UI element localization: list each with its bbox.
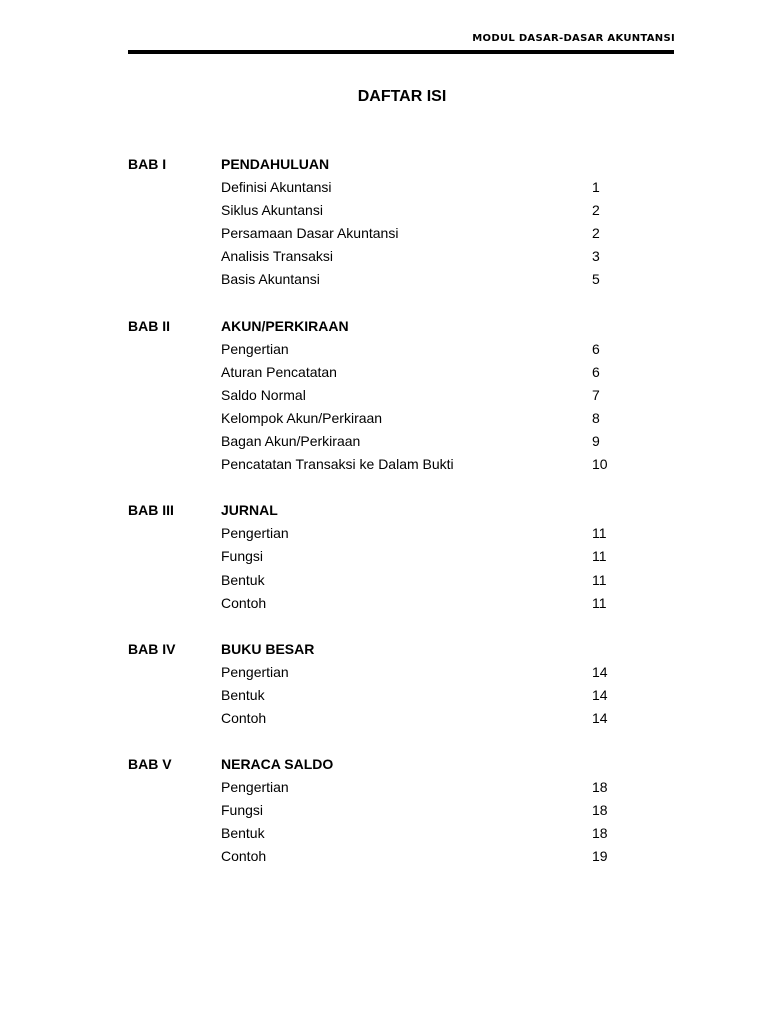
entry-label: Fungsi xyxy=(221,548,264,565)
toc-chapter xyxy=(128,640,648,732)
entry-page-number: 2 xyxy=(592,202,600,219)
chapter-title: NERACA SALDO xyxy=(221,756,334,773)
toc-entry xyxy=(128,270,648,293)
entry-page-number: 2 xyxy=(592,225,600,242)
chapter-number: BAB III xyxy=(128,502,174,519)
toc-entry xyxy=(128,778,648,801)
page-title: DAFTAR ISI xyxy=(357,88,447,105)
entry-page-number: 14 xyxy=(592,663,608,680)
chapter-title: BUKU BESAR xyxy=(221,640,315,657)
toc-entry xyxy=(128,363,648,386)
toc-entry xyxy=(128,801,648,824)
entry-page-number: 18 xyxy=(592,802,608,819)
toc-entry xyxy=(128,178,648,201)
chapter-heading-row xyxy=(128,317,648,340)
entry-page-number: 7 xyxy=(592,386,600,403)
chapter-number: BAB IV xyxy=(128,640,176,657)
entry-page-number: 14 xyxy=(592,686,608,703)
toc-chapter xyxy=(128,755,648,870)
chapter-title: JURNAL xyxy=(221,502,278,519)
toc-chapter xyxy=(128,501,648,616)
entry-label: Definisi Akuntansi xyxy=(221,179,332,196)
toc-entry xyxy=(128,663,648,686)
chapter-number: BAB V xyxy=(128,756,172,773)
entry-page-number: 14 xyxy=(592,709,608,726)
entry-page-number: 11 xyxy=(592,571,607,588)
toc-chapter xyxy=(128,317,648,479)
table-of-contents xyxy=(128,155,648,894)
toc-entry xyxy=(128,247,648,270)
entry-page-number: 9 xyxy=(592,433,600,450)
entry-label: Pengertian xyxy=(221,663,289,680)
entry-label: Bagan Akun/Perkiraan xyxy=(221,433,361,450)
toc-entry xyxy=(128,847,648,870)
entry-label: Pengertian xyxy=(221,779,289,796)
chapter-number: BAB II xyxy=(128,317,170,334)
toc-entry xyxy=(128,340,648,363)
entry-page-number: 8 xyxy=(592,409,600,426)
entry-label: Analisis Transaksi xyxy=(221,248,334,265)
chapter-number: BAB I xyxy=(128,156,167,172)
toc-entry xyxy=(128,386,648,409)
toc-entry xyxy=(128,524,648,547)
toc-entry xyxy=(128,224,648,247)
entry-label: Contoh xyxy=(221,594,267,611)
entry-label: Fungsi xyxy=(221,802,264,819)
toc-entry xyxy=(128,455,648,478)
entry-label: Bentuk xyxy=(221,571,265,588)
entry-label: Bentuk xyxy=(221,686,265,703)
entry-label: Contoh xyxy=(221,848,267,865)
entry-page-number: 19 xyxy=(592,848,608,865)
toc-entry xyxy=(128,409,648,432)
toc-entry xyxy=(128,594,648,617)
toc-chapter xyxy=(128,155,648,294)
chapter-heading-row xyxy=(128,640,648,663)
entry-page-number: 5 xyxy=(592,271,600,288)
chapter-title: AKUN/PERKIRAAN xyxy=(221,317,349,334)
entry-page-number: 11 xyxy=(592,594,607,611)
toc-entry xyxy=(128,547,648,570)
entry-page-number: 11 xyxy=(592,525,607,542)
header-rule xyxy=(128,50,674,54)
chapter-title: PENDAHULUAN xyxy=(221,156,330,172)
entry-label: Pengertian xyxy=(221,525,289,542)
entry-label: Kelompok Akun/Perkiraan xyxy=(221,409,383,426)
entry-label: Siklus Akuntansi xyxy=(221,202,323,219)
entry-page-number: 10 xyxy=(592,456,608,473)
entry-label: Saldo Normal xyxy=(221,386,306,403)
toc-entry xyxy=(128,686,648,709)
entry-label: Contoh xyxy=(221,709,267,726)
entry-label: Basis Akuntansi xyxy=(221,271,320,288)
chapter-heading-row xyxy=(128,501,648,524)
entry-page-number: 11 xyxy=(592,548,607,565)
toc-entry xyxy=(128,709,648,732)
entry-page-number: 3 xyxy=(592,248,600,265)
page-header xyxy=(0,0,768,60)
toc-entry xyxy=(128,432,648,455)
entry-label: Pengertian xyxy=(221,340,289,357)
toc-entry xyxy=(128,201,648,224)
entry-label: Persamaan Dasar Akuntansi xyxy=(221,225,399,242)
entry-page-number: 6 xyxy=(592,363,600,380)
entry-page-number: 18 xyxy=(592,825,608,842)
toc-entry xyxy=(128,571,648,594)
entry-page-number: 18 xyxy=(592,779,608,796)
module-title: MODUL DASAR-DASAR AKUNTANSI xyxy=(472,33,675,44)
entry-page-number: 6 xyxy=(592,340,600,357)
chapter-heading-row xyxy=(128,755,648,778)
chapter-heading-row xyxy=(128,155,648,178)
entry-label: Pencatatan Transaksi ke Dalam Bukti xyxy=(221,456,454,473)
toc-entry xyxy=(128,824,648,847)
entry-label: Bentuk xyxy=(221,825,265,842)
entry-page-number: 1 xyxy=(592,179,600,196)
entry-label: Aturan Pencatatan xyxy=(221,363,337,380)
